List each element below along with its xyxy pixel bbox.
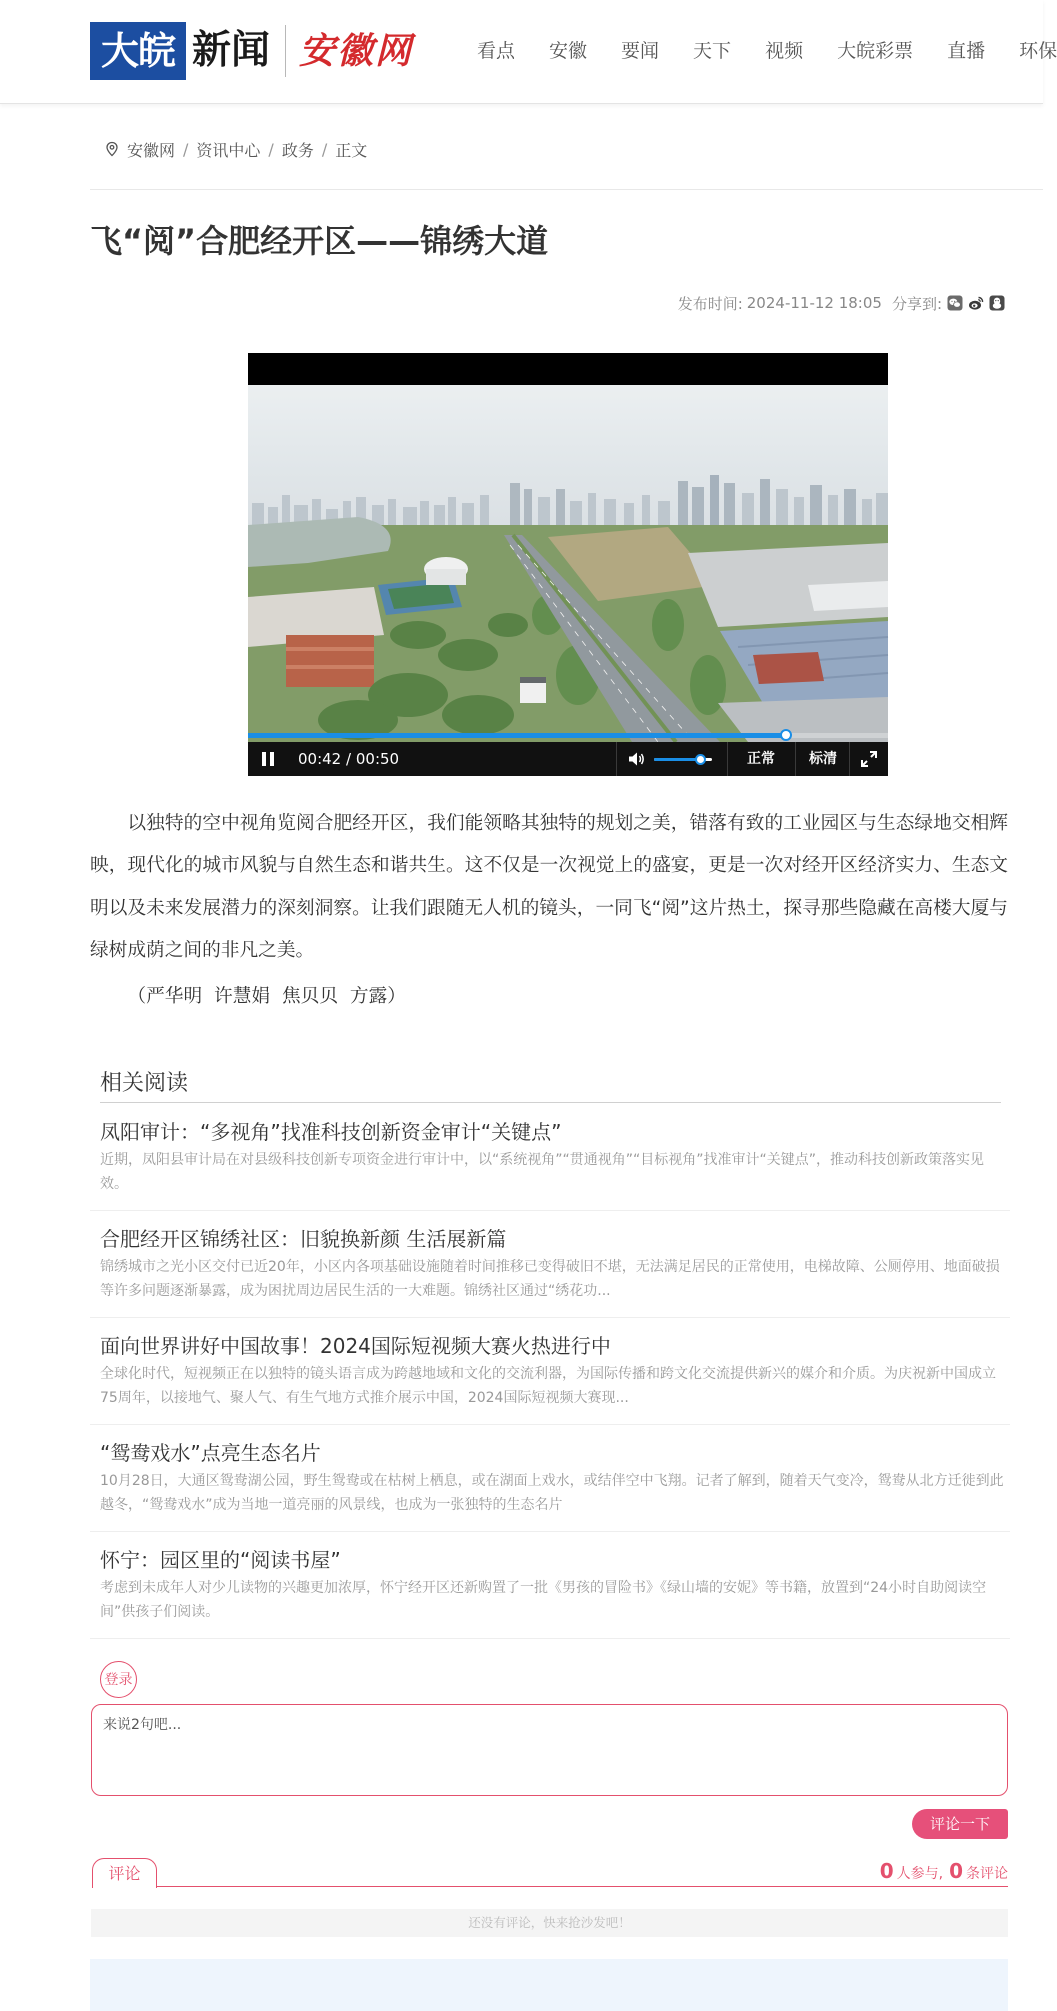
login-button[interactable]: 登录 xyxy=(100,1661,137,1698)
quality-button[interactable]: 标清 xyxy=(809,751,837,767)
volume-fill xyxy=(654,758,700,761)
nav-item-yaowen[interactable]: 要闻 xyxy=(621,40,660,62)
logo-name: 新闻 xyxy=(192,28,271,73)
comment-stats xyxy=(880,1858,1008,1884)
participant-count: 0 xyxy=(879,1859,894,1883)
fullscreen-icon[interactable] xyxy=(861,751,877,767)
qq-icon[interactable] xyxy=(989,295,1005,311)
share-label: 分享到: xyxy=(891,294,942,313)
breadcrumb-politics[interactable]: 政务 xyxy=(281,140,314,160)
nav-item-lottery[interactable]: 大皖彩票 xyxy=(837,40,914,62)
nav-item-live[interactable]: 直播 xyxy=(947,40,986,62)
time-display xyxy=(298,742,399,776)
comment-input[interactable] xyxy=(91,1704,1008,1796)
related-item-title[interactable]: “鸳鸯戏水”点亮生态名片 xyxy=(100,1441,321,1465)
article-meta xyxy=(678,293,1005,313)
duration: 00:50 xyxy=(355,750,400,768)
breadcrumb-home[interactable]: 安徽网 xyxy=(127,140,176,160)
control-divider xyxy=(727,742,728,776)
playback-speed-button[interactable]: 正常 xyxy=(747,751,775,767)
breadcrumb-separator: / xyxy=(321,139,328,159)
video-player[interactable] xyxy=(248,353,888,776)
related-item-summary: 近期，凤阳县审计局在对县级科技创新专项资金进行审计中，以“系统视角”“贯通视角”“目标视角”找准审计“关键点”，推动科技创新政策落实见效。 xyxy=(100,1152,985,1192)
related-item-summary: 锦绣城市之光小区交付已近20年，小区内各项基础设施随着时间推移已变得破旧不堪，无法满足居民的正常使用，电梯故障、公厕停用、地面破损等许多问题逐渐暴露，成为困扰周边居民生活的一大难题。锦绣社区通过“绣花功... xyxy=(100,1259,1000,1299)
breadcrumb xyxy=(104,136,367,162)
partner-logo: 安徽网 xyxy=(299,30,414,72)
breadcrumb-separator: / xyxy=(183,139,189,159)
nav-item-video[interactable]: 视频 xyxy=(765,40,804,62)
site-header xyxy=(0,0,1057,104)
video-frame[interactable] xyxy=(248,385,888,742)
publish-label: 发布时间: xyxy=(677,294,743,313)
nav-item-kandian[interactable]: 看点 xyxy=(477,40,516,62)
nav-item-environment[interactable]: 环保 xyxy=(1019,40,1057,62)
related-item-title[interactable]: 合肥经开区锦绣社区：旧貌换新颜 生活展新篇 xyxy=(100,1227,507,1251)
related-item xyxy=(90,1104,1010,1211)
related-item-title[interactable]: 面向世界讲好中国故事！2024国际短视频大赛火热进行中 xyxy=(100,1334,611,1358)
breadcrumb-current: 正文 xyxy=(335,140,368,160)
comment-count: 0 xyxy=(949,1859,963,1883)
site-logo[interactable] xyxy=(90,22,424,80)
logo-badge: 大皖 xyxy=(90,22,186,80)
time-separator: / xyxy=(346,750,352,768)
nav-item-tianxia[interactable]: 天下 xyxy=(693,40,732,62)
participant-label: 人参与, xyxy=(896,1866,944,1882)
volume-slider[interactable] xyxy=(654,758,712,761)
main-nav xyxy=(477,0,1057,103)
volume-knob[interactable] xyxy=(695,754,706,765)
weibo-icon[interactable] xyxy=(968,295,984,311)
control-divider xyxy=(849,742,850,776)
current-time: 00:42 xyxy=(298,750,342,768)
related-item xyxy=(90,1318,1010,1425)
article-title: 飞“阅”合肥经开区——锦绣大道 xyxy=(90,222,549,260)
wechat-icon[interactable] xyxy=(947,295,963,311)
empty-comments-notice: 还没有评论，快来抢沙发吧！ xyxy=(91,1909,1008,1937)
breadcrumb-divider xyxy=(90,189,1043,190)
related-item-summary: 10月28日，大通区鸳鸯湖公园，野生鸳鸯或在枯树上栖息，或在湖面上戏水，或结伴空中飞翔。记者了解到，随着天气变冷，鸳鸯从北方迁徙到此越冬，“鸳鸯戏水”成为当地一道亮丽的风景线，也成为一张独特的生态名片 xyxy=(100,1473,1004,1513)
breadcrumb-separator: / xyxy=(268,139,274,159)
related-heading: 相关阅读 xyxy=(100,1068,1001,1103)
related-list xyxy=(90,1104,1010,1639)
related-item-summary: 全球化时代，短视频正在以独特的镜头语言成为跨越地域和文化的交流利器，为国际传播和跨文化交流提供新兴的媒介和介质。为庆祝新中国成立75周年，以接地气、聚人气、有生气地方式推介展示中国，2024国际短视频大赛现... xyxy=(100,1366,996,1406)
submit-comment-button[interactable]: 评论一下 xyxy=(912,1809,1008,1839)
related-item xyxy=(90,1532,1010,1639)
location-pin-icon xyxy=(104,141,120,157)
article-authors: （严华明 许慧娟 焦贝贝 方露） xyxy=(127,986,406,1007)
volume-icon[interactable] xyxy=(627,750,645,768)
logo-divider xyxy=(285,25,286,77)
bottom-panel xyxy=(90,1959,1008,2011)
control-divider xyxy=(616,742,617,776)
comment-tab-divider xyxy=(92,1886,1008,1887)
pause-icon[interactable] xyxy=(260,751,276,767)
related-item-summary: 考虑到未成年人对少儿读物的兴趣更加浓厚，怀宁经开区还新购置了一批《男孩的冒险书》《绿山墙的安妮》等书籍，放置到“24小时自助阅读空间”供孩子们阅读。 xyxy=(100,1580,987,1620)
publish-time: 2024-11-12 18:05 xyxy=(746,294,882,312)
breadcrumb-news-center[interactable]: 资讯中心 xyxy=(196,140,261,160)
comment-count-label: 条评论 xyxy=(966,1866,1008,1882)
related-item-title[interactable]: 怀宁：园区里的“阅读书屋” xyxy=(100,1548,341,1572)
related-item xyxy=(90,1425,1010,1532)
video-controls xyxy=(248,742,888,776)
progress-fill xyxy=(248,733,786,738)
progress-bar[interactable] xyxy=(248,733,888,738)
related-item xyxy=(90,1211,1010,1318)
nav-item-anhui[interactable]: 安徽 xyxy=(549,40,588,62)
progress-knob[interactable] xyxy=(780,729,792,741)
related-item-title[interactable]: 凤阳审计：“多视角”找准科技创新资金审计“关键点” xyxy=(100,1120,562,1144)
article-body: 以独特的空中视角览阅合肥经开区，我们能领略其独特的规划之美，错落有致的工业园区与生态绿地交相辉映，现代化的城市风貌与自然生态和谐共生。这不仅是一次视觉上的盛宴，更是一次对经开区经济实力、生态文明以及未来发展潜力的深刻洞察。让我们跟随无人机的镜头，一同飞“阅”这片热土，探寻那些隐藏在高楼大厦与绿树成荫之间的非凡之美。 xyxy=(90,813,1008,961)
tab-comments[interactable]: 评论 xyxy=(92,1858,157,1888)
